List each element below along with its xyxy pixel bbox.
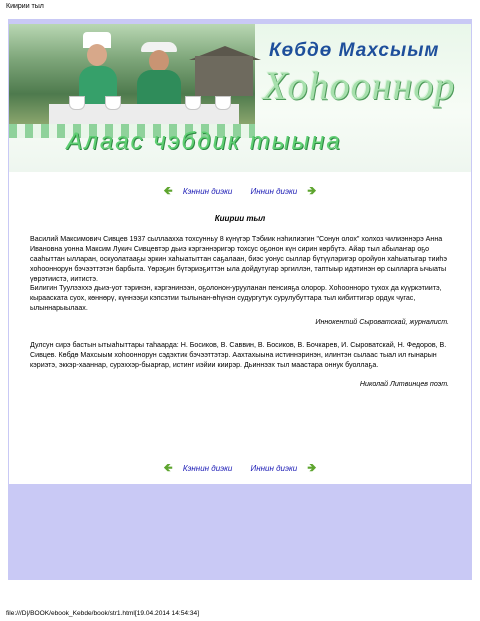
banner-title: Хоһооннор — [263, 63, 456, 108]
banner-slogan: Алаас чэбдик тыына — [66, 128, 342, 155]
page-frame — [8, 19, 472, 580]
article-title: Киирии тыл — [214, 214, 266, 223]
signature-1: Иннокентий Сыроватскай, журналист. — [315, 318, 449, 326]
nav-top — [9, 182, 471, 201]
file-path-footer: file:///D|/BOOK/ebook_Kebde/book/str1.html[19.04.2014 14:54:34] — [6, 610, 200, 617]
window-title: Киирии тыл — [6, 3, 44, 10]
signature-2: Николай Литвинцев поэт. — [359, 380, 449, 388]
arrow-right-icon[interactable]: 🡺 — [307, 462, 317, 474]
paragraph-1: Василий Максимович Сивцев 1937 сыллаахха тохсунньу 8 күнүгэр Тэбиик нэһилиэгин "Сонун олох" холхоз чилиэннэрэ Анна Ивановна уонна Максим Лукич Сивцевтэр дьиэ кэргэннэригэр тохсус оҕонон күн сирин көрбүтэ. Айар тыл абылаҥар оҕо сааһыттан ылларан, оскуолатааҕы эркин хаһыатыттан саҕалаан, биэс уонус сыллар бүтүүлэригэр оройуон хаһыатыгар тииһэ хоһооннорун бэчээттэтэн барбыта. Үөрэҕин бүтэриэҕиттэн ыла дойдутугар эргиллэн, таптыыр идэтинэн өр сылларга ычыаты үөрэтиистэ, иитистэ. — [30, 235, 447, 283]
paragraph-3: Дулсун сирэ бастын ытыаһыттары таһаарда: Н. Босиков, В. Саввин, В. Босиков, В. Бочкарев, И. Сыроватскай, Н. Федоров, В. Сивцев. Көбдө Махсыым хоһооннорун сэдэхтик бэчээттэтэр. Аахтахыына истиннэринэн, илинтэн сылаас тыал ил ғынарын кэриэтэ, эккэр-хааннар, сурэххэр-быарғар, истинг иэйии киирэр. Дьиннээх тыл маастара оннук буоллаҕа. — [30, 341, 447, 369]
prev-link[interactable]: Кэннин диэки — [182, 464, 233, 473]
arrow-left-icon[interactable]: 🡸 — [163, 462, 173, 474]
content-area — [9, 172, 471, 484]
banner-author: Көбдө Махсыым — [269, 40, 440, 61]
paragraph-2: Билигин Туулээххэ дьиэ-уот тэринэн, кэргэнинээн, оҕолонон-урууланан пенсияҕа олорор. Хоһоонноро тухох да күүркэтиитэ, кырааската суох, көннөрү, күннээҕи кэпсэтии тылынан-өһүнэн судургутук сурулубуттара тыл кибиттигэр ордук чугас, ылыннарыылаах. — [30, 284, 442, 312]
banner-photo — [9, 24, 255, 124]
arrow-right-icon[interactable]: 🡺 — [307, 185, 317, 197]
arrow-left-icon[interactable]: 🡸 — [163, 185, 173, 197]
next-link[interactable]: Иннин диэки — [250, 187, 298, 196]
nav-bottom — [9, 459, 471, 478]
prev-link[interactable]: Кэннин диэки — [182, 187, 233, 196]
header-banner — [9, 24, 471, 172]
next-link[interactable]: Иннин диэки — [250, 464, 298, 473]
